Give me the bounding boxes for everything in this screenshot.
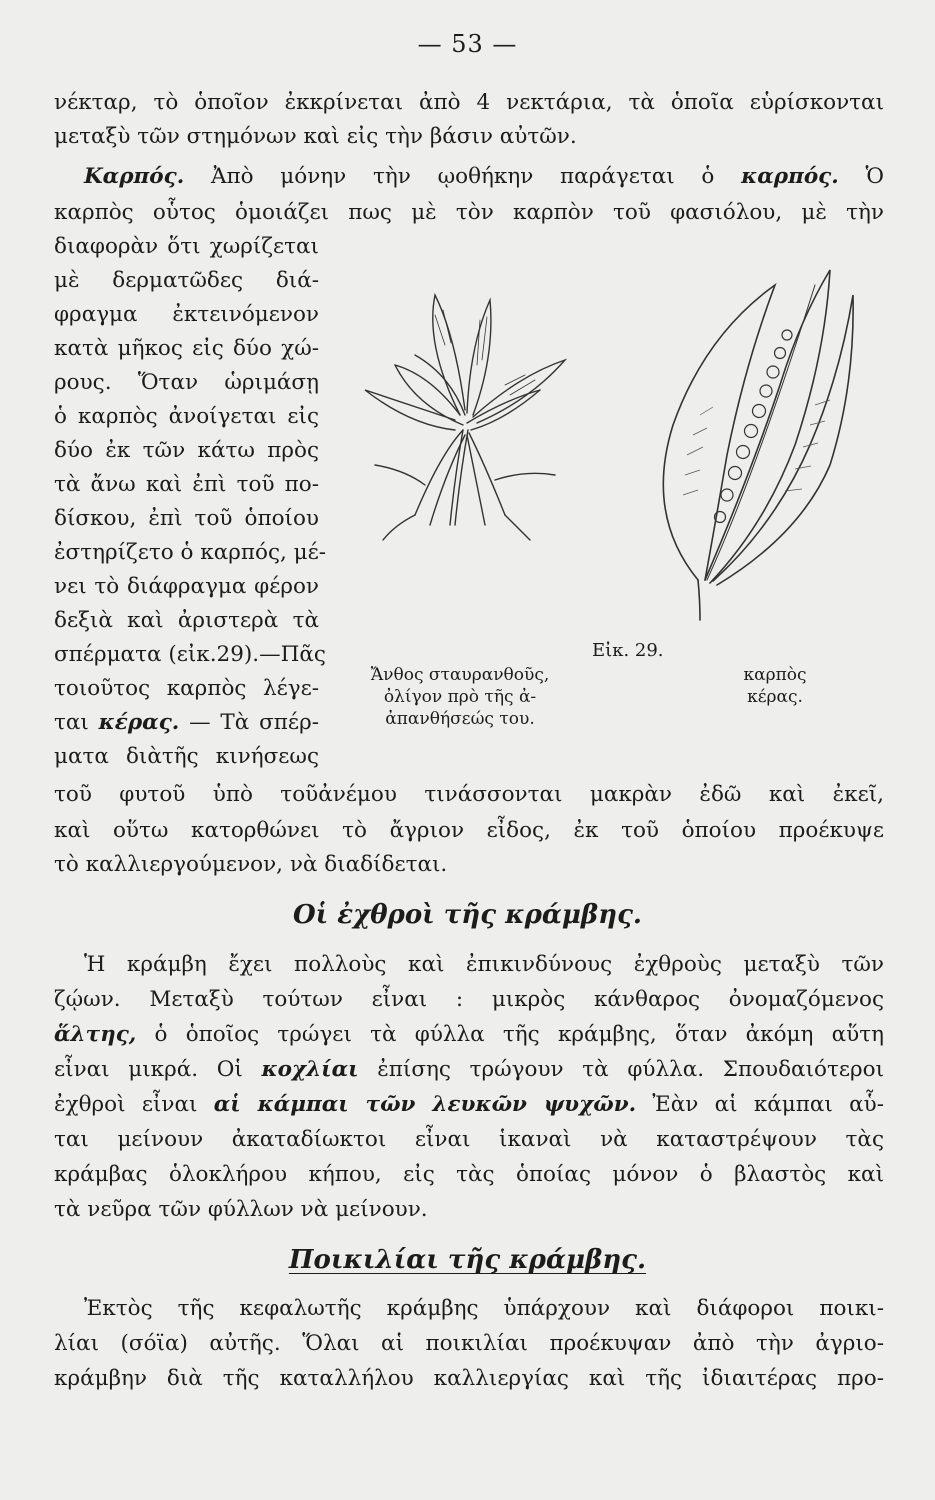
caption-line: κέρας. xyxy=(747,687,803,707)
text-span: ἐπίσης τρώγουν τὰ φύλλα. Σπουδαιότεροι xyxy=(358,1057,884,1082)
text-span: Ἀπὸ μόνην τὴν ῳοθήκην παράγεται ὁ xyxy=(184,164,742,189)
text-line: φραγμα ἐκτεινόμενον xyxy=(54,302,319,327)
text-line: δύο ἐκ τῶν κάτω πρὸς xyxy=(54,438,319,463)
figure-illustration xyxy=(355,225,865,655)
term-karpos-2: καρπός. xyxy=(741,164,839,189)
text-line: λίαι (σόϊα) αὐτῆς. Ὅλαι αἱ ποικιλίαι προέκυψαν ἀπὸ τὴν ἀγριο- xyxy=(54,1331,884,1356)
text-line: διαφορὰν ὅτι χωρίζεται xyxy=(54,234,319,259)
text-span: — Τὰ σπέρ- xyxy=(189,710,319,735)
text-line xyxy=(54,706,319,740)
text-span: Ὁ xyxy=(838,164,884,189)
pod-drawing xyxy=(663,270,853,620)
caption-line: ἀπανθήσεώς του. xyxy=(385,709,535,729)
text-line: δεξιὰ καὶ ἀριστερὰ τὰ xyxy=(54,608,319,633)
caption-line: ὀλίγον πρὸ τῆς ἀ- xyxy=(383,687,537,707)
term-kampai: αἱ κάμπαι τῶν λευκῶν ψυχῶν. xyxy=(213,1092,637,1117)
figure-caption-right xyxy=(705,664,845,708)
figure-caption-left xyxy=(330,664,590,730)
section-heading-varieties xyxy=(0,1240,935,1280)
text-line: δίσκου, ἐπὶ τοῦ ὁποίου xyxy=(54,506,319,531)
text-line: τοιοῦτος καρπὸς λέγε- xyxy=(54,676,319,701)
text-line: ζῴων. Μεταξὺ τούτων εἶναι : μικρὸς κάνθαρος ὀνομαζόμενος xyxy=(54,987,884,1012)
term-kochliai: κοχλίαι xyxy=(261,1057,359,1082)
text-span: ὁ ὁποῖος τρώγει τὰ φύλλα τῆς κράμβης, ὅταν ἀκόμη αὕτη xyxy=(136,1022,884,1047)
text-span: ἐχθροὶ εἶναι xyxy=(54,1092,214,1117)
text-line: Ἐκτὸς τῆς κεφαλωτῆς κράμβης ὑπάρχουν καὶ διάφοροι ποικι- xyxy=(84,1296,884,1321)
text-line: ματα διὰτῆς κινήσεως xyxy=(54,744,319,769)
text-line xyxy=(54,1018,884,1052)
text-line: καρπὸς οὗτος ὁμοιάζει πως μὲ τὸν καρπὸν τοῦ φασιόλου, μὲ τὴν xyxy=(54,200,884,225)
text-line: Ἡ κράμβη ἔχει πολλοὺς καὶ ἐπικινδύνους ἐχθροὺς μεταξὺ τῶν xyxy=(84,952,884,977)
text-line: νει τὸ διάφραγμα φέρον xyxy=(54,574,319,599)
text-line: τὰ ἄνω καὶ ἐπὶ τοῦ πο- xyxy=(54,472,319,497)
text-line: τὰ νεῦρα τῶν φύλλων νὰ μείνουν. xyxy=(54,1197,428,1222)
text-line: κράμβην διὰ τῆς καταλλήλου καλλιεργίας καὶ τῆς ἰδιαιτέρας προ- xyxy=(54,1366,884,1391)
text-line: ὁ καρπὸς ἀνοίγεται εἰς xyxy=(54,404,319,429)
text-line: ται μείνουν ἀκαταδίωκτοι εἶναι ἱκαναὶ νὰ καταστρέψουν τὰς xyxy=(54,1127,884,1152)
section-heading-enemies: Οἱ ἐχθροὶ τῆς κράμβης. xyxy=(293,900,642,930)
text-span: εἶναι μικρά. Οἱ xyxy=(54,1057,262,1082)
pod-hatching xyxy=(683,400,830,495)
figure-number: Εἰκ. 29. xyxy=(592,640,664,661)
text-span: Ἐὰν αἱ κάμπαι αὗ- xyxy=(636,1092,884,1117)
text-line xyxy=(54,1053,884,1087)
text-line: τὸ καλλιεργούμενον, νὰ διαδίδεται. xyxy=(54,852,448,877)
text-line: ρους. Ὅταν ὡριμάσῃ xyxy=(54,370,319,395)
text-line: ἐστηρίζετο ὁ καρπός, μέ- xyxy=(54,540,327,565)
text-span: ται xyxy=(54,710,99,735)
text-line: κατὰ μῆκος εἰς δύο χώ- xyxy=(54,336,319,361)
text-line: νέκταρ, τὸ ὁποῖον ἐκκρίνεται ἀπὸ 4 νεκτάρια, τὰ ὁποῖα εὑρίσκονται xyxy=(54,90,884,115)
term-karpos: Καρπός. xyxy=(84,164,185,189)
text-line xyxy=(84,160,884,194)
text-line: μεταξὺ τῶν στημόνων καὶ εἰς τὴν βάσιν αὐτῶν. xyxy=(54,124,577,149)
text-line: τοῦ φυτοῦ ὑπὸ τοῦἀνέμου τινάσσονται μακρὰν ἐδῶ καὶ ἐκεῖ, xyxy=(54,782,884,807)
text-line xyxy=(54,1088,884,1122)
heading-text: Ποικιλίαι τῆς κράμβης. xyxy=(288,1245,647,1275)
term-keras: κέρας. xyxy=(98,710,180,735)
text-line: μὲ δερματῶδες διά- xyxy=(54,268,319,293)
flower-drawing xyxy=(365,295,565,540)
page-number: — 53 — xyxy=(417,30,518,58)
caption-line: καρπὸς xyxy=(743,665,807,685)
text-line: κράμβας ὁλοκλήρου κήπου, εἰς τὰς ὁποίας μόνον ὁ βλαστὸς καὶ xyxy=(54,1162,884,1187)
text-line: σπέρματα (εἰκ.29).—Πᾶς xyxy=(54,642,326,667)
term-altis: ἅλτης, xyxy=(54,1022,137,1047)
pod-seeds xyxy=(715,330,793,523)
text-line: καὶ οὕτω κατορθώνει τὸ ἄγριον εἶδος, ἐκ τοῦ ὁποίου προέκυψε xyxy=(54,818,884,843)
caption-line: Ἄνθος σταυρανθοῦς, xyxy=(370,665,550,685)
